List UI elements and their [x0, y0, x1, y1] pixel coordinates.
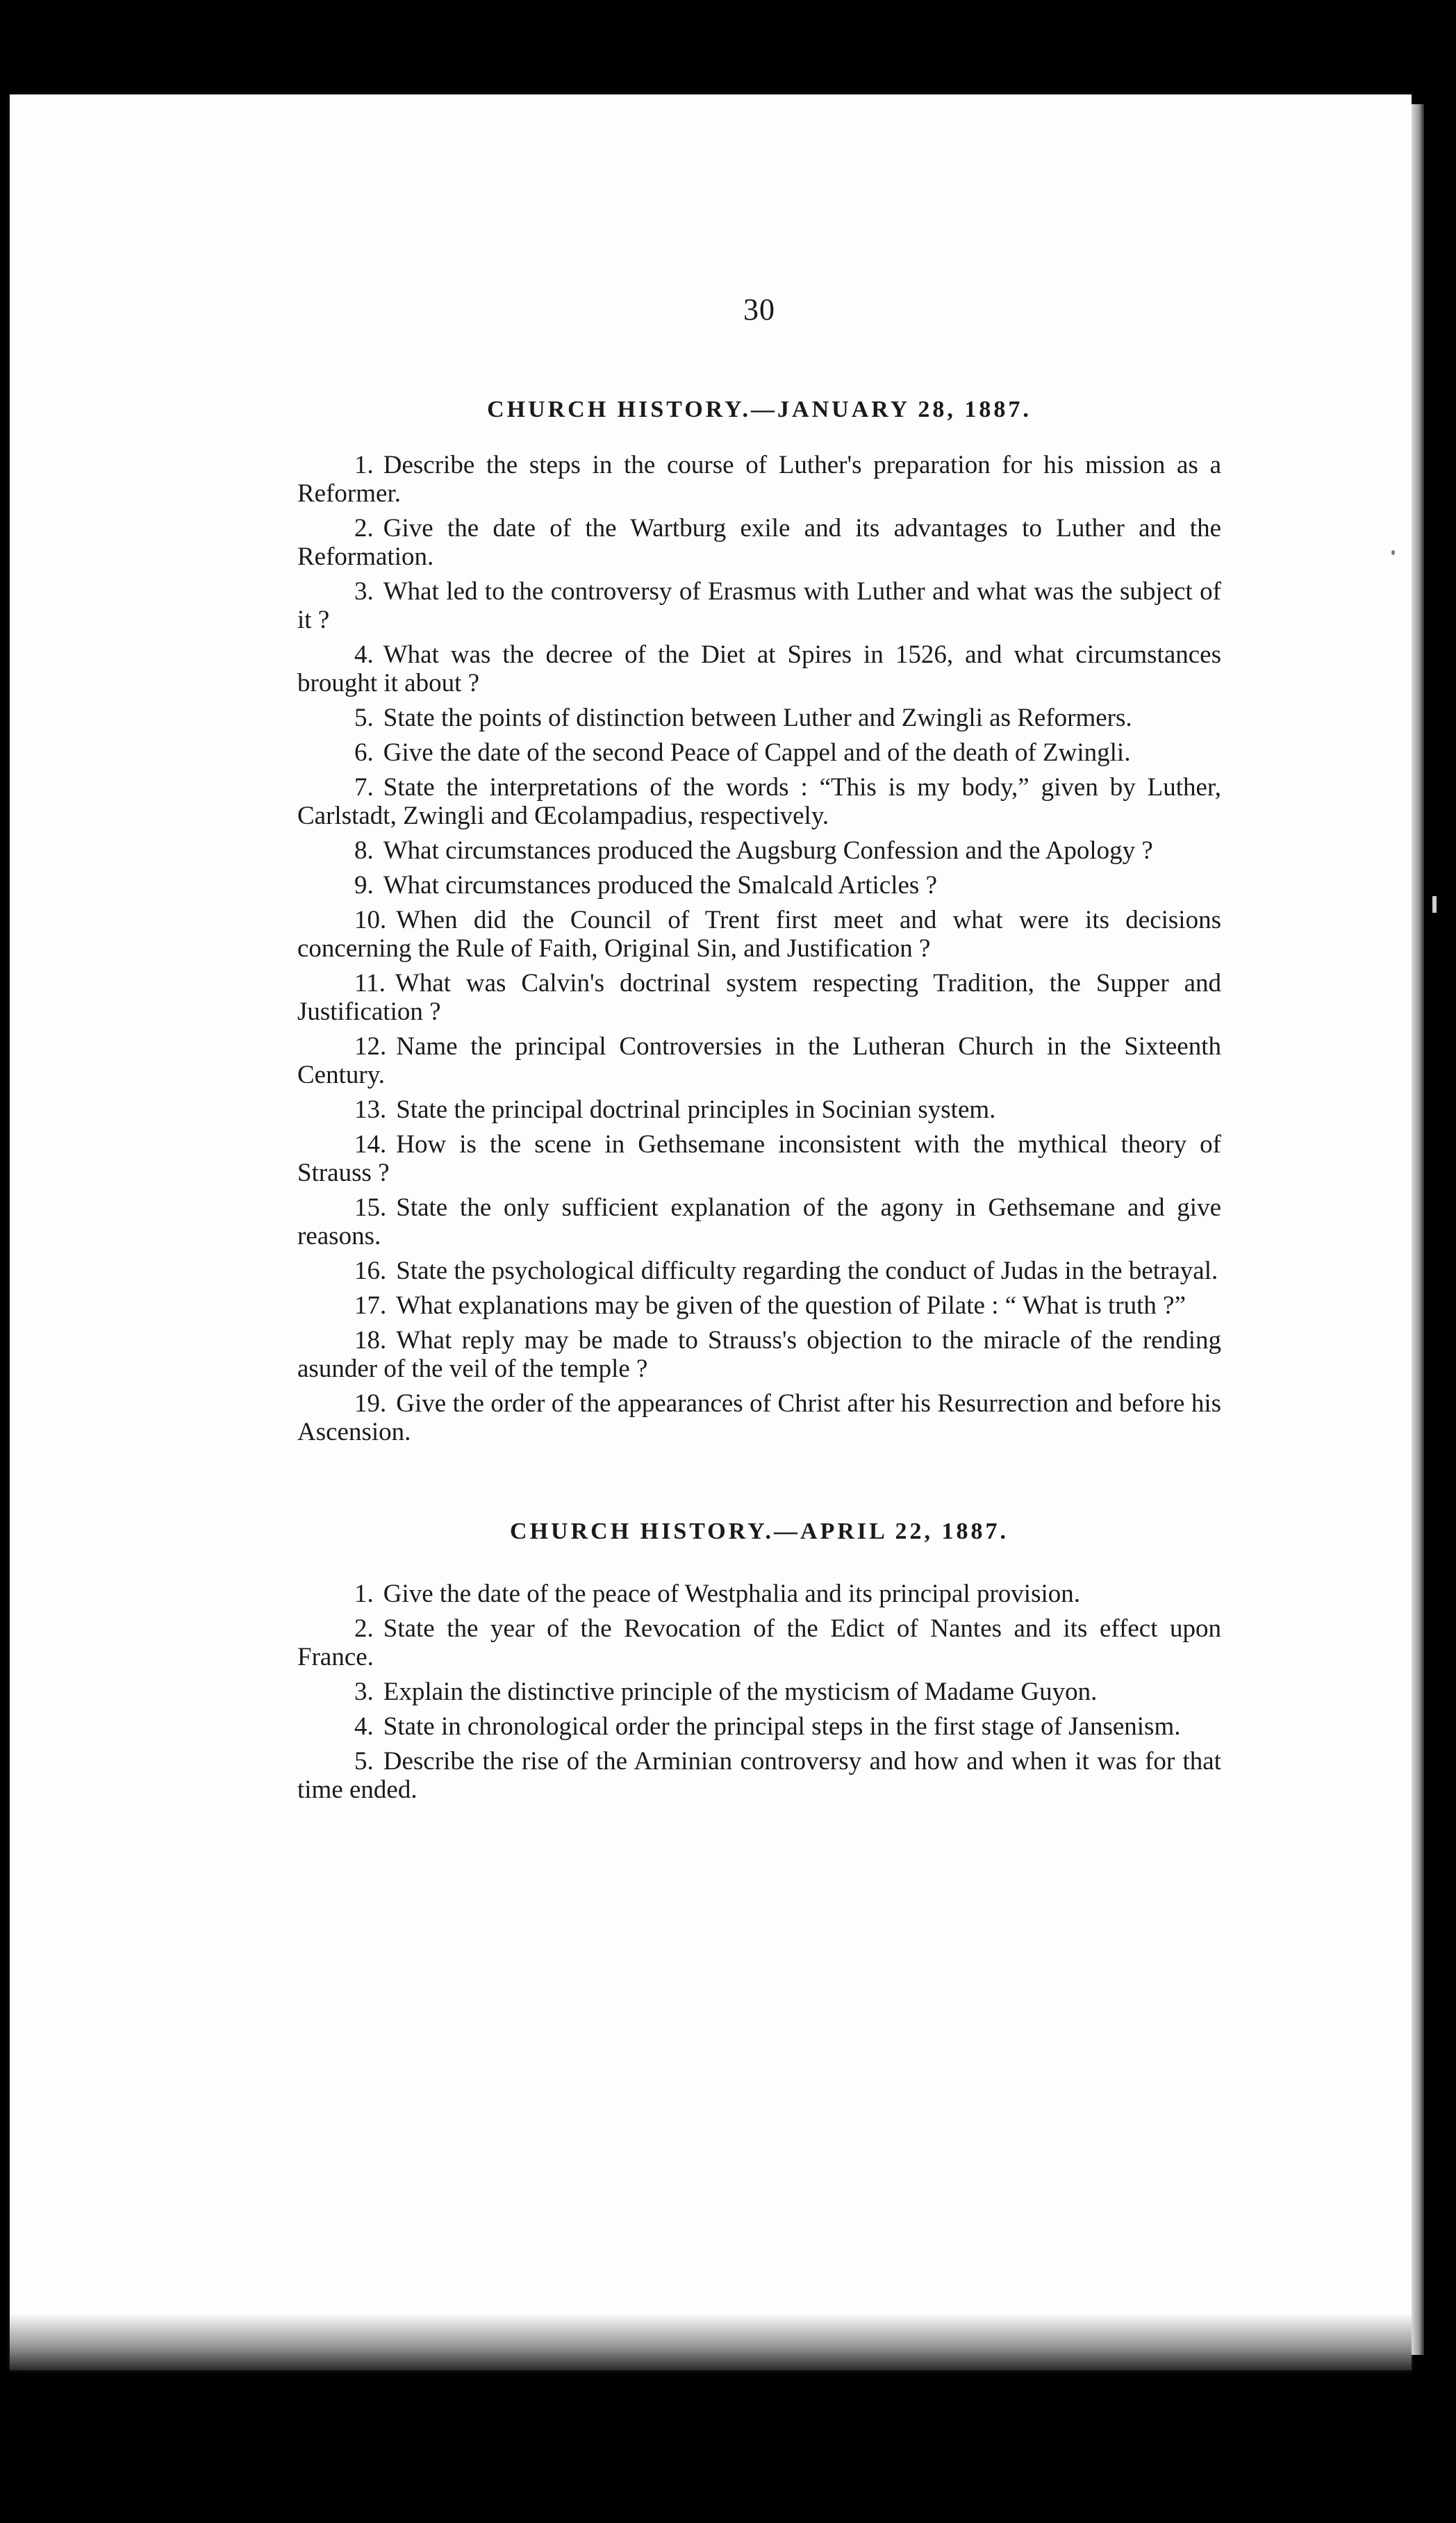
question-number: 5.	[354, 1747, 374, 1776]
page-bottom-shadow	[10, 2313, 1412, 2370]
question-text: State the year of the Revocation of the Edict of Nantes and its effect upon France.	[297, 1614, 1221, 1671]
question-number: 4.	[354, 640, 374, 669]
question-number: 1.	[354, 1580, 374, 1608]
speck	[1391, 550, 1395, 555]
question-text: Give the date of the second Peace of Cappel and of the death of Zwingli.	[383, 738, 1131, 767]
question-text: What explanations may be given of the question of Pilate : “ What is truth ?”	[396, 1291, 1186, 1320]
question-text: What circumstances produced the Augsburg Confession and the Apology ?	[383, 836, 1153, 865]
question-item	[297, 1193, 1221, 1250]
question-number: 13.	[354, 1095, 387, 1124]
section-heading-january: CHURCH HISTORY.—JANUARY 28, 1887.	[487, 397, 1032, 422]
question-text: Explain the distinctive principle of the mysticism of Madame Guyon.	[383, 1678, 1098, 1706]
question-text: What reply may be made to Strauss's objection to the miracle of the rending asunder of the veil of the temple ?	[297, 1326, 1221, 1383]
question-text: Name the principal Controversies in the Lutheran Church in the Sixteenth Century.	[297, 1032, 1221, 1089]
question-number: 15.	[354, 1193, 387, 1222]
question-number: 7.	[354, 773, 374, 802]
question-number: 9.	[354, 871, 374, 900]
question-item	[297, 1130, 1221, 1187]
question-number: 11.	[354, 969, 386, 998]
question-number: 19.	[354, 1389, 387, 1418]
question-item	[297, 704, 1221, 732]
question-number: 12.	[354, 1032, 387, 1061]
page-number: 30	[743, 292, 775, 326]
question-text: What was the decree of the Diet at Spires in 1526, and what circumstances brought it about ?	[297, 640, 1221, 697]
question-text: State in chronological order the principal steps in the first stage of Jansenism.	[383, 1712, 1181, 1741]
question-item	[297, 577, 1221, 634]
question-item	[297, 1712, 1221, 1741]
question-text: State the principal doctrinal principles in Socinian system.	[396, 1095, 996, 1124]
question-text: Give the date of the Wartburg exile and its advantages to Luther and the Reformation.	[297, 514, 1221, 571]
question-text: State the psychological difficulty regarding the conduct of Judas in the betrayal.	[396, 1257, 1218, 1285]
question-number: 1.	[354, 451, 374, 479]
question-text: Describe the rise of the Arminian controversy and how and when it was for that time ended.	[297, 1747, 1221, 1804]
question-number: 14.	[354, 1130, 387, 1159]
question-text: Give the order of the appearances of Christ after his Resurrection and before his Ascension.	[297, 1389, 1221, 1446]
question-item	[297, 1580, 1221, 1608]
question-item	[297, 1257, 1221, 1285]
question-number: 3.	[354, 577, 374, 606]
document-body	[297, 292, 1221, 1810]
question-number: 3.	[354, 1678, 374, 1706]
question-text: State the interpretations of the words : “This is my body,” given by Luther, Carlstadt, Zwingli and Œcolampadius, respectively.	[297, 773, 1221, 830]
question-text: When did the Council of Trent first meet and what were its decisions concerning the Rule of Faith, Original Sin, and Justification ?	[297, 906, 1221, 963]
question-text: Describe the steps in the course of Luther's preparation for his mission as a Reformer.	[297, 451, 1221, 508]
question-text: State the points of distinction between Luther and Zwingli as Reformers.	[383, 704, 1132, 732]
question-text: How is the scene in Gethsemane inconsistent with the mythical theory of Strauss ?	[297, 1130, 1221, 1187]
question-item	[297, 1032, 1221, 1089]
question-item	[297, 906, 1221, 963]
question-item	[297, 1095, 1221, 1124]
edge-mark	[1432, 896, 1437, 913]
question-number: 18.	[354, 1326, 387, 1355]
section-heading-april: CHURCH HISTORY.—APRIL 22, 1887.	[510, 1519, 1009, 1544]
question-text: State the only sufficient explanation of the agony in Gethsemane and give reasons.	[297, 1193, 1221, 1250]
page-edge	[1412, 104, 1424, 2355]
question-item	[297, 969, 1221, 1026]
question-number: 10.	[354, 906, 387, 934]
question-item	[297, 1389, 1221, 1446]
question-item	[297, 836, 1221, 865]
question-item	[297, 871, 1221, 900]
question-number: 5.	[354, 704, 374, 732]
question-number: 8.	[354, 836, 374, 865]
question-text: What was Calvin's doctrinal system respecting Tradition, the Supper and Justification ?	[297, 969, 1221, 1026]
question-list-april	[297, 1580, 1221, 1804]
question-number: 4.	[354, 1712, 374, 1741]
question-item	[297, 738, 1221, 767]
question-item	[297, 640, 1221, 697]
question-item	[297, 1614, 1221, 1671]
question-number: 6.	[354, 738, 374, 767]
question-text: Give the date of the peace of Westphalia and its principal provision.	[383, 1580, 1080, 1608]
question-list-january	[297, 451, 1221, 1446]
question-number: 17.	[354, 1291, 387, 1320]
question-item	[297, 514, 1221, 571]
question-text: What led to the controversy of Erasmus with Luther and what was the subject of it ?	[297, 577, 1221, 634]
question-item	[297, 773, 1221, 830]
question-number: 16.	[354, 1257, 387, 1285]
question-number: 2.	[354, 1614, 374, 1643]
question-number: 2.	[354, 514, 374, 543]
question-item	[297, 451, 1221, 508]
question-item	[297, 1747, 1221, 1804]
question-item	[297, 1678, 1221, 1706]
question-item	[297, 1326, 1221, 1383]
question-item	[297, 1291, 1221, 1320]
question-text: What circumstances produced the Smalcald Articles ?	[383, 871, 938, 900]
